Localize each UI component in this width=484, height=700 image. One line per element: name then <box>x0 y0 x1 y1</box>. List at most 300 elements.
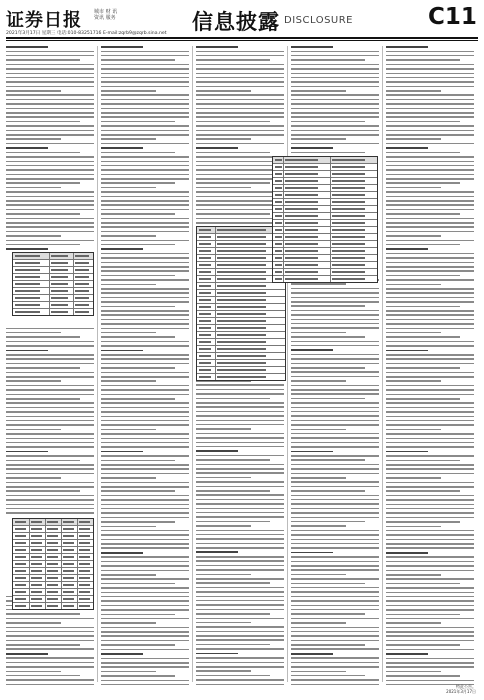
masthead-subtitle <box>94 9 117 21</box>
text-line <box>386 314 474 316</box>
text-line <box>291 336 365 338</box>
table-cell-text <box>15 591 26 593</box>
text-line <box>6 358 94 360</box>
text-line <box>6 635 94 637</box>
table-cell-text <box>332 180 365 182</box>
table-row <box>273 262 377 269</box>
footer-line-2: 2021年3月17日 <box>446 689 476 694</box>
text-line <box>196 464 284 466</box>
text-column-4 <box>291 44 379 686</box>
text-line <box>291 552 333 554</box>
text-line <box>6 81 94 83</box>
text-line <box>196 679 284 681</box>
text-line <box>291 349 333 351</box>
text-line <box>386 521 460 523</box>
table-cell-text <box>217 334 266 336</box>
text-line <box>101 257 189 259</box>
text-line <box>291 508 379 510</box>
text-line <box>291 490 365 492</box>
text-line <box>386 490 460 492</box>
table-cell-text <box>31 542 42 544</box>
table-cell-text <box>199 264 211 266</box>
text-line <box>101 262 189 264</box>
text-line <box>101 108 189 110</box>
text-line <box>291 437 379 439</box>
table-cell-border <box>283 276 284 282</box>
table-cell-text <box>285 229 318 231</box>
table-cell-border <box>215 311 216 317</box>
text-line <box>291 94 379 96</box>
text-line <box>101 385 189 387</box>
text-line <box>6 73 94 75</box>
text-line <box>101 244 175 246</box>
text-line <box>6 420 94 422</box>
table-cell-border <box>61 554 62 560</box>
text-line <box>196 582 270 584</box>
text-line <box>101 209 189 211</box>
table-cell-text <box>332 222 365 224</box>
table-cell-border <box>29 603 30 609</box>
table-cell-text <box>75 290 89 292</box>
table-cell-text <box>199 236 211 238</box>
table-cell-border <box>29 582 30 588</box>
table-cell-text <box>15 521 26 523</box>
table-cell-text <box>217 243 266 245</box>
text-line <box>6 416 94 418</box>
text-line <box>101 460 175 462</box>
text-line <box>386 332 441 334</box>
text-line <box>291 415 379 417</box>
text-line <box>101 627 189 629</box>
table-cell-text <box>199 355 211 357</box>
table-cell-text <box>275 257 282 259</box>
text-line <box>291 371 379 373</box>
text-line <box>101 486 189 488</box>
table-cell-text <box>63 570 74 572</box>
text-line <box>101 398 175 400</box>
text-line <box>291 393 379 395</box>
table-row <box>273 220 377 227</box>
text-line <box>291 578 379 580</box>
table-cell-text <box>79 535 90 537</box>
text-line <box>386 94 474 96</box>
text-line <box>386 270 474 272</box>
text-line <box>386 446 474 448</box>
text-line <box>196 508 284 510</box>
text-line <box>291 591 379 593</box>
table-cell-text <box>332 173 365 175</box>
text-line <box>101 112 189 114</box>
table-cell-border <box>215 367 216 373</box>
text-line <box>386 112 474 114</box>
table-cell-text <box>275 222 282 224</box>
table-cell-text <box>285 243 318 245</box>
text-line <box>386 350 428 352</box>
footer-note <box>446 684 476 694</box>
text-line <box>291 657 379 659</box>
table-cell-text <box>332 215 365 217</box>
text-line <box>6 367 80 369</box>
table-cell-text <box>217 355 266 357</box>
text-line <box>386 547 474 549</box>
text-line <box>196 600 284 602</box>
table-cell-text <box>47 563 58 565</box>
text-line <box>196 169 284 171</box>
text-line <box>101 354 189 356</box>
text-line <box>386 380 441 382</box>
text-line <box>101 86 189 88</box>
text-line <box>196 666 284 668</box>
table-cell-text <box>47 535 58 537</box>
table-cell-border <box>283 241 284 247</box>
table-cell-border <box>77 519 78 525</box>
text-line <box>196 613 270 615</box>
text-line <box>101 143 189 145</box>
text-line <box>6 372 94 374</box>
text-line <box>386 363 474 365</box>
table-cell-text <box>275 243 282 245</box>
table-row <box>273 199 377 206</box>
text-line <box>6 385 94 387</box>
text-line <box>386 354 474 356</box>
text-line <box>386 253 474 255</box>
table-cell-text <box>15 304 40 306</box>
text-line <box>6 143 94 145</box>
text-line <box>386 653 428 655</box>
text-line <box>386 477 441 479</box>
text-line <box>291 51 379 53</box>
text-line <box>101 622 156 624</box>
table-cell-border <box>283 269 284 275</box>
text-line <box>386 81 474 83</box>
text-line <box>101 534 189 536</box>
table-cell-text <box>47 591 58 593</box>
column-divider <box>97 46 98 682</box>
text-line <box>196 574 251 576</box>
table-cell-text <box>332 264 365 266</box>
table-cell-border <box>49 309 50 315</box>
text-line <box>386 394 474 396</box>
data-table-2 <box>12 518 94 610</box>
text-line <box>386 191 474 193</box>
table-cell-text <box>15 556 26 558</box>
text-line <box>291 367 365 369</box>
text-line <box>101 556 189 558</box>
table-cell-border <box>283 206 284 212</box>
text-line <box>196 468 284 470</box>
text-line <box>6 68 94 70</box>
table-cell-border <box>73 288 74 294</box>
text-line <box>101 631 189 633</box>
table-cell-border <box>283 185 284 191</box>
table-cell-text <box>15 549 26 551</box>
text-line <box>386 358 474 360</box>
column-divider <box>382 46 383 682</box>
text-line <box>291 468 379 470</box>
table-cell-text <box>275 229 282 231</box>
text-line <box>196 156 284 158</box>
text-line <box>196 178 284 180</box>
text-line <box>6 174 94 176</box>
text-line <box>196 77 284 79</box>
text-line <box>6 196 94 198</box>
table-row <box>13 526 93 533</box>
text-line <box>196 477 251 479</box>
table-row <box>197 318 285 325</box>
text-line <box>291 679 379 681</box>
table-cell-text <box>217 313 266 315</box>
table-cell-text <box>31 556 42 558</box>
text-line <box>386 284 441 286</box>
text-line <box>291 530 379 532</box>
text-line <box>386 196 474 198</box>
table-cell-text <box>217 292 266 294</box>
text-line <box>291 301 379 303</box>
table-cell-border <box>49 295 50 301</box>
text-line <box>101 314 189 316</box>
table-cell-text <box>63 521 74 523</box>
table-cell-border <box>330 199 331 205</box>
text-line <box>386 543 474 545</box>
text-line <box>386 310 474 312</box>
table-cell-text <box>15 297 40 299</box>
text-line <box>6 231 94 233</box>
text-line <box>291 283 346 285</box>
table-cell-border <box>73 309 74 315</box>
table-cell-border <box>330 192 331 198</box>
text-line <box>291 152 365 154</box>
text-line <box>291 574 346 576</box>
table-cell-text <box>79 563 90 565</box>
table-cell-border <box>29 540 30 546</box>
text-line <box>386 200 474 202</box>
text-line <box>196 103 284 105</box>
text-line <box>386 86 474 88</box>
text-line <box>101 411 189 413</box>
text-line <box>6 336 80 338</box>
table-cell-border <box>215 339 216 345</box>
table-cell-text <box>285 278 318 280</box>
text-line <box>101 468 189 470</box>
table-cell-border <box>61 561 62 567</box>
text-line <box>196 684 284 686</box>
table-row <box>273 185 377 192</box>
text-line <box>291 376 379 378</box>
text-line <box>101 605 189 607</box>
text-line <box>386 323 474 325</box>
table-cell-text <box>47 577 58 579</box>
text-line <box>196 459 270 461</box>
table-cell-border <box>45 596 46 602</box>
table-cell-text <box>217 306 266 308</box>
table-cell-border <box>45 533 46 539</box>
text-line <box>291 662 379 664</box>
text-line <box>196 450 238 452</box>
text-line <box>291 108 379 110</box>
table-cell-border <box>73 295 74 301</box>
table-row <box>13 267 93 274</box>
text-line <box>291 627 379 629</box>
text-line <box>6 679 94 681</box>
table-row <box>273 269 377 276</box>
text-line <box>101 592 189 594</box>
text-line <box>291 631 379 633</box>
text-line <box>386 402 474 404</box>
text-line <box>291 473 379 475</box>
text-line <box>291 521 365 523</box>
table-cell-text <box>79 521 90 523</box>
text-line <box>196 94 284 96</box>
table-cell-border <box>330 234 331 240</box>
table-cell-text <box>332 257 365 259</box>
table-cell-border <box>29 589 30 595</box>
table-cell-border <box>215 234 216 240</box>
table-row <box>197 360 285 367</box>
table-cell-text <box>63 563 74 565</box>
table-cell-text <box>199 348 211 350</box>
table-row <box>197 325 285 332</box>
table-row <box>13 540 93 547</box>
text-line <box>386 534 474 536</box>
text-line <box>101 191 189 193</box>
text-line <box>196 622 251 624</box>
text-line <box>386 138 441 140</box>
table-cell-text <box>79 584 90 586</box>
text-line <box>101 490 175 492</box>
text-line <box>101 73 189 75</box>
text-line <box>101 59 175 61</box>
text-line <box>291 305 365 307</box>
text-line <box>196 204 284 206</box>
text-line <box>291 618 379 620</box>
table-cell-text <box>199 271 211 273</box>
text-line <box>6 112 94 114</box>
text-line <box>6 226 94 228</box>
text-line <box>291 90 346 92</box>
text-line <box>101 675 175 677</box>
text-line <box>101 222 189 224</box>
text-line <box>291 55 379 57</box>
table-row <box>13 582 93 589</box>
text-line <box>101 90 156 92</box>
text-line <box>196 406 284 408</box>
text-line <box>196 116 284 118</box>
text-line <box>386 248 428 250</box>
table-cell-text <box>217 285 266 287</box>
text-line <box>291 644 365 646</box>
table-cell-text <box>31 605 42 607</box>
text-line <box>6 380 61 382</box>
text-line <box>6 451 48 453</box>
text-line <box>101 200 189 202</box>
text-line <box>291 653 333 655</box>
text-line <box>386 55 474 57</box>
text-line <box>196 68 284 70</box>
table-row <box>13 288 93 295</box>
text-line <box>386 108 474 110</box>
table-cell-border <box>77 533 78 539</box>
text-line <box>6 433 94 435</box>
text-line <box>101 226 189 228</box>
text-line <box>386 662 474 664</box>
text-line <box>6 627 94 629</box>
table-cell-border <box>73 302 74 308</box>
text-line <box>6 130 94 132</box>
table-row <box>13 302 93 309</box>
table-cell-border <box>61 547 62 553</box>
text-line <box>291 314 379 316</box>
table-cell-text <box>79 577 90 579</box>
table-cell-text <box>332 187 365 189</box>
text-line <box>196 138 251 140</box>
text-line <box>196 187 251 189</box>
table-cell-border <box>330 206 331 212</box>
table-cell-text <box>332 278 365 280</box>
text-line <box>6 161 94 163</box>
table-row <box>13 260 93 267</box>
text-line <box>196 538 284 540</box>
text-line <box>6 51 94 53</box>
text-line <box>291 402 379 404</box>
text-line <box>291 433 379 435</box>
text-line <box>101 138 156 140</box>
table-cell-border <box>73 253 74 259</box>
text-line <box>101 512 189 514</box>
text-line <box>196 490 270 492</box>
text-line <box>386 182 460 184</box>
table-row <box>273 171 377 178</box>
text-line <box>6 424 94 426</box>
text-line <box>101 240 189 242</box>
table-cell-text <box>275 180 282 182</box>
text-line <box>101 130 189 132</box>
text-line <box>386 429 441 431</box>
table-cell-border <box>283 192 284 198</box>
table-cell-text <box>217 264 266 266</box>
text-line <box>196 174 284 176</box>
table-row <box>197 367 285 374</box>
text-line <box>291 486 379 488</box>
text-line <box>196 428 251 430</box>
table-cell-text <box>199 292 211 294</box>
text-line <box>386 424 474 426</box>
text-line <box>101 248 143 250</box>
table-cell-text <box>332 236 365 238</box>
text-line <box>291 503 379 505</box>
text-line <box>101 442 189 444</box>
text-line <box>196 222 284 224</box>
text-line <box>196 389 284 391</box>
text-line <box>291 556 379 558</box>
table-cell-border <box>283 164 284 170</box>
table-cell-text <box>51 269 68 271</box>
text-line <box>101 64 189 66</box>
text-line <box>101 99 189 101</box>
text-line <box>386 438 474 440</box>
text-line <box>386 116 474 118</box>
text-line <box>101 323 189 325</box>
text-line <box>6 319 94 321</box>
text-line <box>196 147 238 149</box>
table-cell-text <box>199 320 211 322</box>
table-cell-text <box>217 341 266 343</box>
table-cell-text <box>31 577 42 579</box>
table-cell-border <box>61 596 62 602</box>
table-cell-text <box>332 271 365 273</box>
text-line <box>386 187 441 189</box>
table-cell-border <box>283 213 284 219</box>
text-line <box>101 196 189 198</box>
